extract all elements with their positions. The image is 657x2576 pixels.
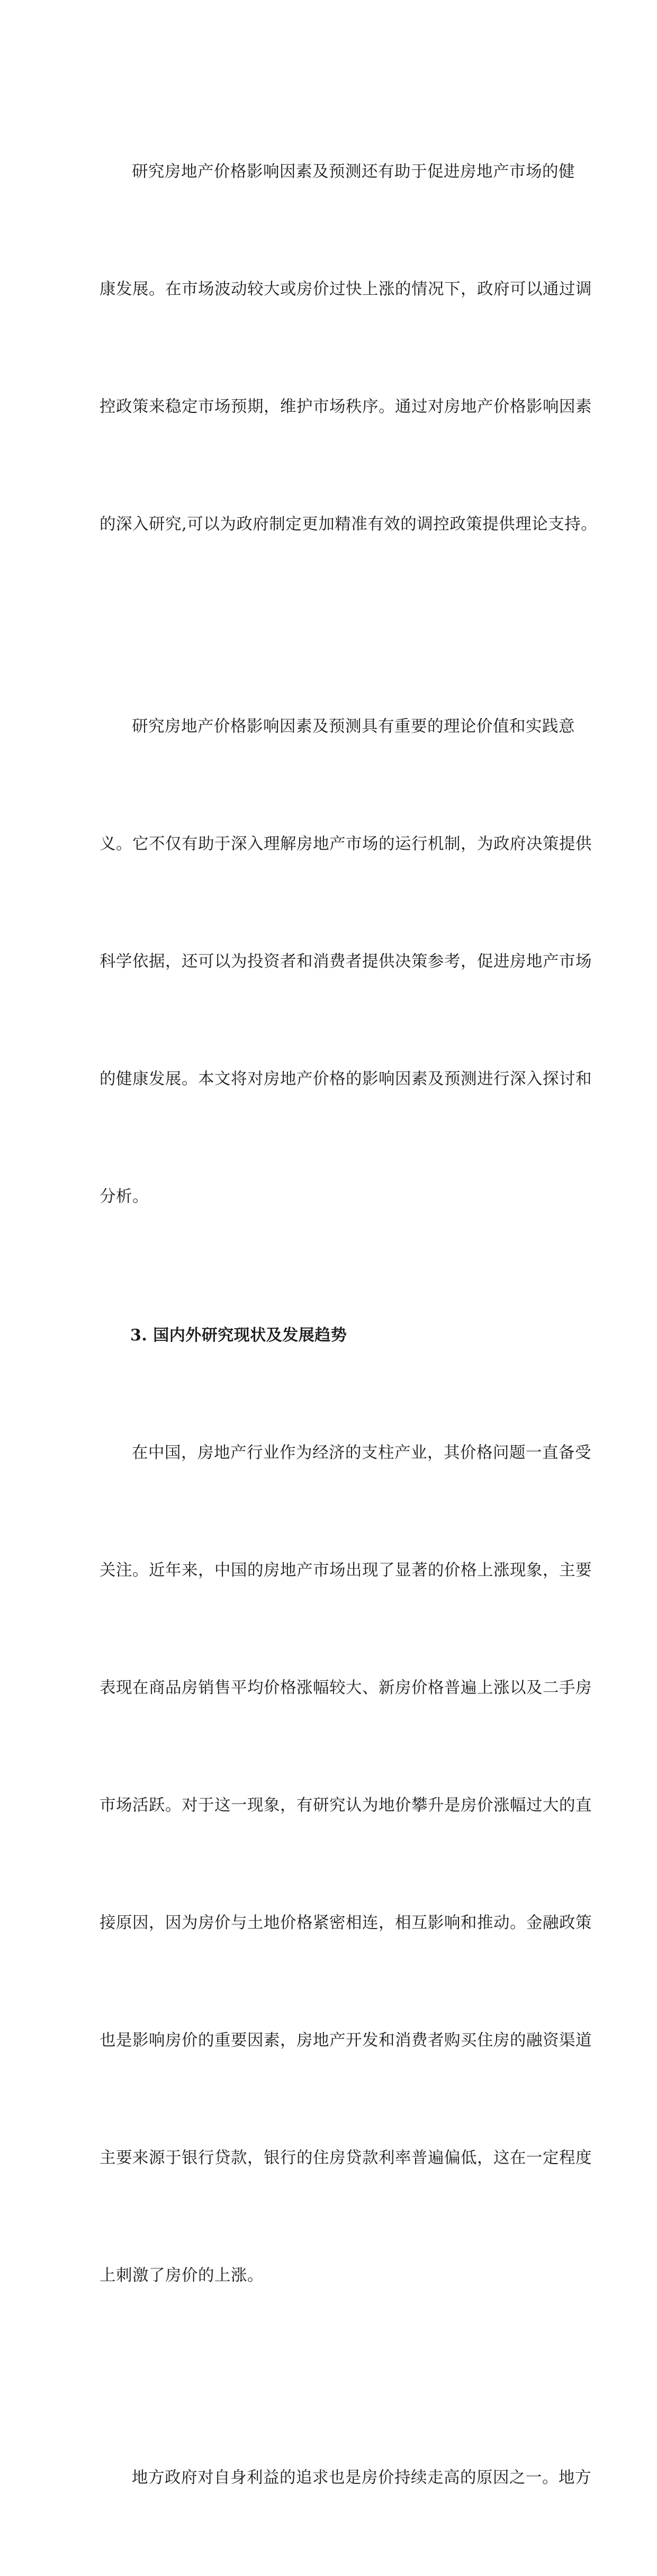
paragraph-line: 地方政府对自身利益的追求也是房价持续走高的原因之一。地方 (132, 2469, 591, 2487)
section-heading: 3. 国内外研究现状及发展趋势 (130, 1326, 347, 1345)
paragraph-line: 也是影响房价的重要因素，房地产开发和消费者购买住房的融资渠道 (100, 2031, 592, 2050)
paragraph-line: 上刺激了房价的上涨。 (100, 2266, 264, 2285)
paragraph-line: 控政策来稳定市场预期，维护市场秩序。通过对房地产价格影响因素 (100, 398, 592, 416)
paragraph-line: 表现在商品房销售平均价格涨幅较大、新房价格普遍上涨以及二手房 (100, 1679, 592, 1697)
paragraph-line: 主要来源于银行贷款，银行的住房贷款利率普遍偏低，这在一定程度 (100, 2149, 592, 2167)
paragraph-line: 接原因，因为房价与土地价格紧密相连，相互影响和推动。金融政策 (100, 1914, 592, 1932)
paragraph-line: 研究房地产价格影响因素及预测还有助于促进房地产市场的健 (132, 163, 575, 181)
paragraph-line: 义。它不仅有助于深入理解房地产市场的运行机制，为政府决策提供 (100, 835, 592, 853)
spacer (100, 1295, 555, 1316)
paragraph-research-significance-1 (100, 74, 598, 623)
paragraph-line: 的深入研究,可以为政府制定更加精准有效的调控政策提供理论支持。 (100, 515, 598, 534)
paragraph-local-government (100, 2380, 591, 2576)
paragraph-line: 康发展。在市场波动较大或房价过快上涨的情况下，政府可以通过调 (100, 280, 592, 299)
spacer (100, 623, 555, 629)
paragraph-line: 分析。 (100, 1187, 149, 1206)
paragraph-line: 在中国，房地产行业作为经济的支柱产业，其价格问题一直备受 (132, 1444, 591, 1462)
paragraph-line: 科学依据，还可以为投资者和消费者提供决策参考，促进房地产市场 (100, 952, 592, 971)
paragraph-line: 关注。近年来，中国的房地产市场出现了显著的价格上涨现象，主要 (100, 1561, 592, 1580)
document-page (100, 74, 598, 2576)
paragraph-line: 市场活跃。对于这一现象，有研究认为地价攀升是房价涨幅过大的直 (100, 1796, 592, 1815)
paragraph-domestic-status (100, 1355, 592, 2374)
spacer (100, 2374, 555, 2380)
paragraph-line: 的健康发展。本文将对房地产价格的影响因素及预测进行深入探讨和 (100, 1070, 592, 1088)
paragraph-line: 研究房地产价格影响因素及预测具有重要的理论价值和实践意 (132, 717, 575, 736)
paragraph-research-significance-2 (100, 629, 592, 1295)
